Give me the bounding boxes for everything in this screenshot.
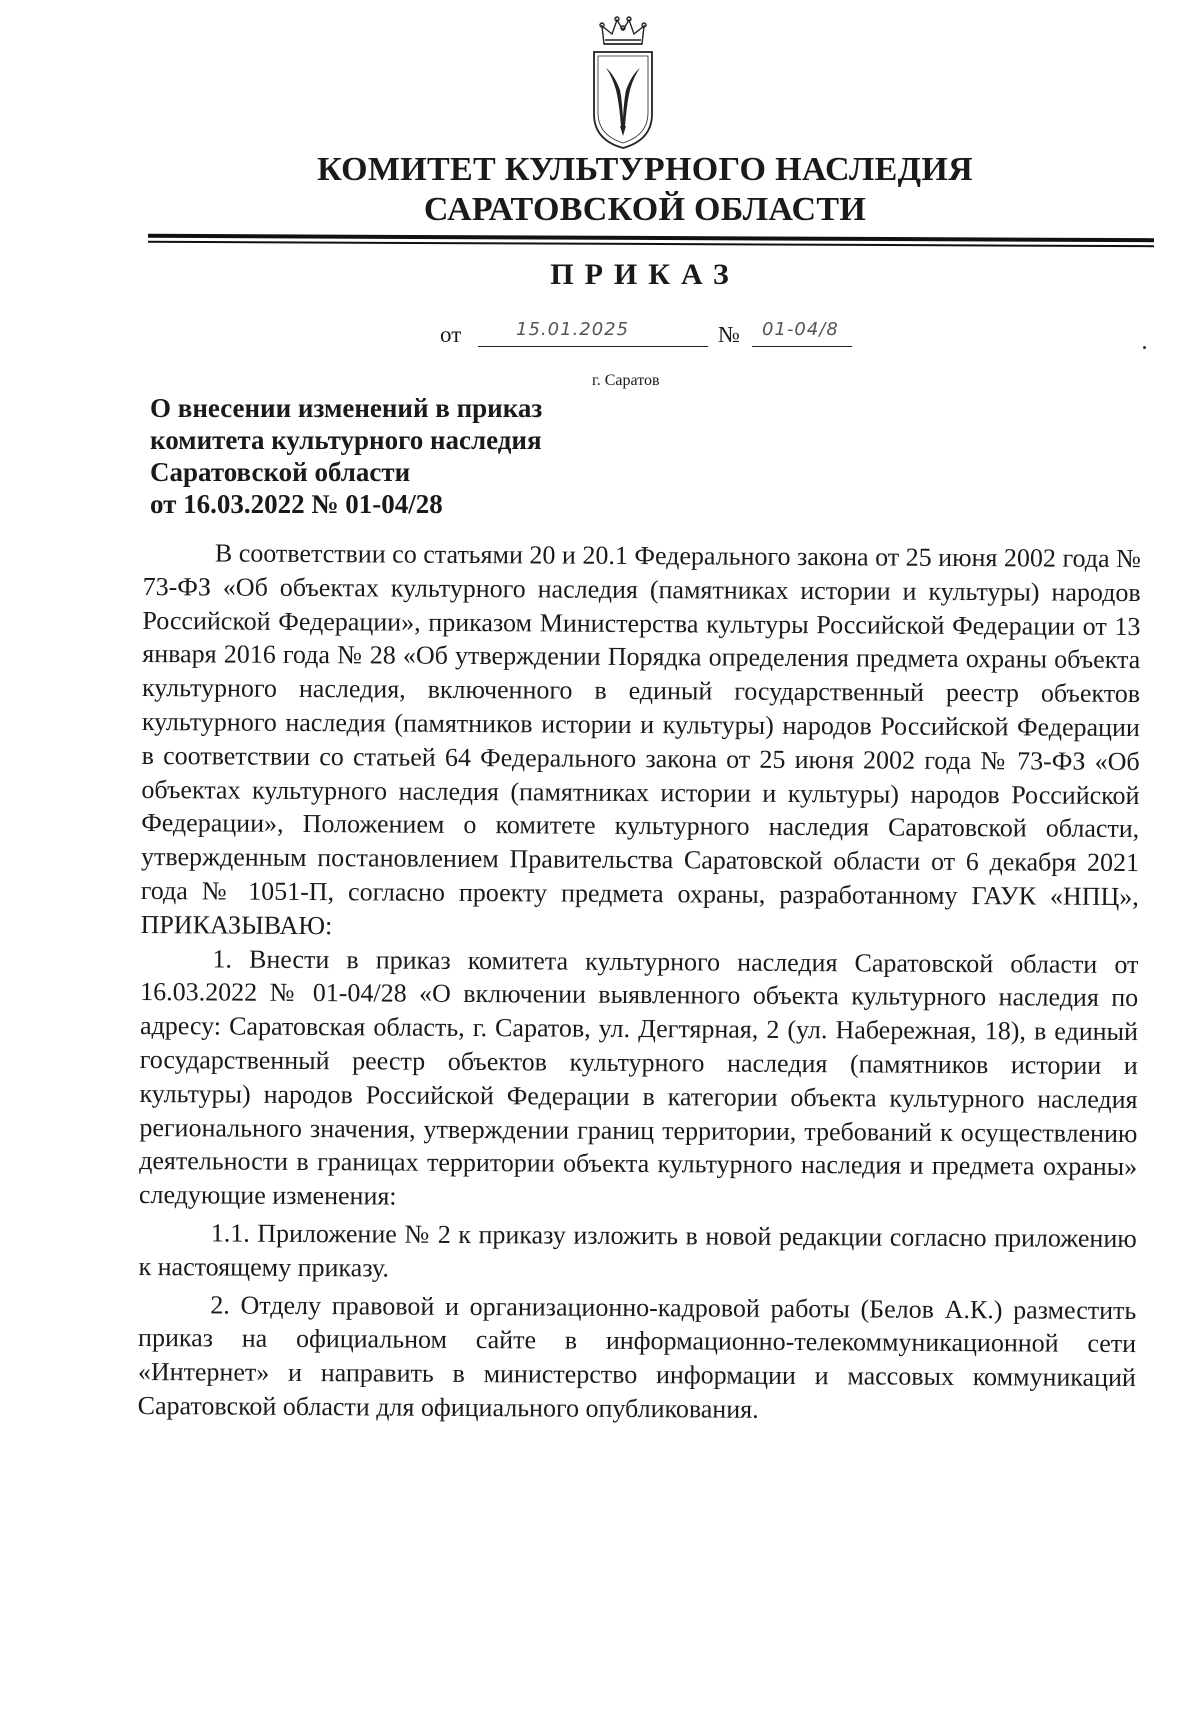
number-label: № <box>718 322 740 347</box>
preamble-paragraph: В соответствии со статьями 20 и 20.1 Федерального закона от 25 июня 2002 года № 73-ФЗ «Об объектах культурного наследия (памятниках истории и культуры) народов Российской Федерации», приказом Министерства культуры Российской Федерации от 13 января 2016 года № 28 «Об утверждении Порядка определения предмета охраны объекта культурного наследия, включенного в единый государственный реестр объектов культурного наследия (памятников истории и культуры) народов Российской Федерации в соответствии со статьей 64 Федерального закона от 25 июня 2002 года № 73-ФЗ «Об объектах культурного наследия (памятниках истории и культуры) народов Российской Федерации», Положением о комитете культурного наследия Саратовской области, утвержденным постановлением Правительства Саратовской области от 6 декабря 2021 года № 1051-П, согласно проекту предмета охраны, разработанному ГАУК «НПЦ», ПРИКАЗЫВАЮ: <box>140 538 1141 940</box>
handwritten-number: 01-04/8 <box>762 319 839 340</box>
subject-line1: О внесении изменений в приказ <box>150 393 543 423</box>
city-label: г. Саратов <box>592 372 660 389</box>
date-label: от <box>440 322 462 347</box>
item-1-paragraph: 1. Внести в приказ комитета культурного наследия Саратовской области от 16.03.2022 № 01-04/28 «О включении выявленного объекта культурного наследия по адресу: Саратовская область, г. Саратов, ул. Дегтярная, 2 (ул. Набережная, 18), в единый государственный реестр объектов культурного наследия (памятников истории и культуры) народов Российской Федерации в категории объекта культурного наследия регионального значения, утверждении границ территории, требований к осуществлению деятельности в границах территории объекта культурного наследия и предмета охраны» следующие изменения: <box>138 943 1139 1211</box>
organization-title <box>150 150 1140 230</box>
date-field <box>478 316 708 347</box>
scan-speck <box>1143 346 1146 349</box>
date-number-line <box>440 316 860 356</box>
header-divider-thin <box>148 241 1154 247</box>
order-body <box>138 536 1141 1429</box>
document-type-title: ПРИКАЗ <box>550 258 740 291</box>
subject-line3: Саратовской области <box>150 457 411 487</box>
order-subject <box>150 392 650 520</box>
organization-title-line2: САРАТОВСКОЙ ОБЛАСТИ <box>423 191 867 228</box>
saratov-coat-of-arms-icon <box>590 14 656 150</box>
subject-line2: комитета культурного наследия <box>150 425 542 455</box>
number-field <box>752 316 852 347</box>
handwritten-date: 15.01.2025 <box>516 319 630 340</box>
item-2-paragraph: 2. Отделу правовой и организационно-кадровой работы (Белов А.К.) разместить приказ на официальном сайте в информационно-телекоммуникационной сети «Интернет» и направить в министерство информации и массовых коммуникаций Саратовской области для официального опубликования. <box>137 1289 1137 1424</box>
subject-line4: от 16.03.2022 № 01-04/28 <box>150 489 443 519</box>
item-1-1-paragraph: 1.1. Приложение № 2 к приказу изложить в новой редакции согласно приложению к настоящему приказу. <box>138 1218 1137 1283</box>
organization-title-line1: КОМИТЕТ КУЛЬТУРНОГО НАСЛЕДИЯ <box>317 151 973 188</box>
